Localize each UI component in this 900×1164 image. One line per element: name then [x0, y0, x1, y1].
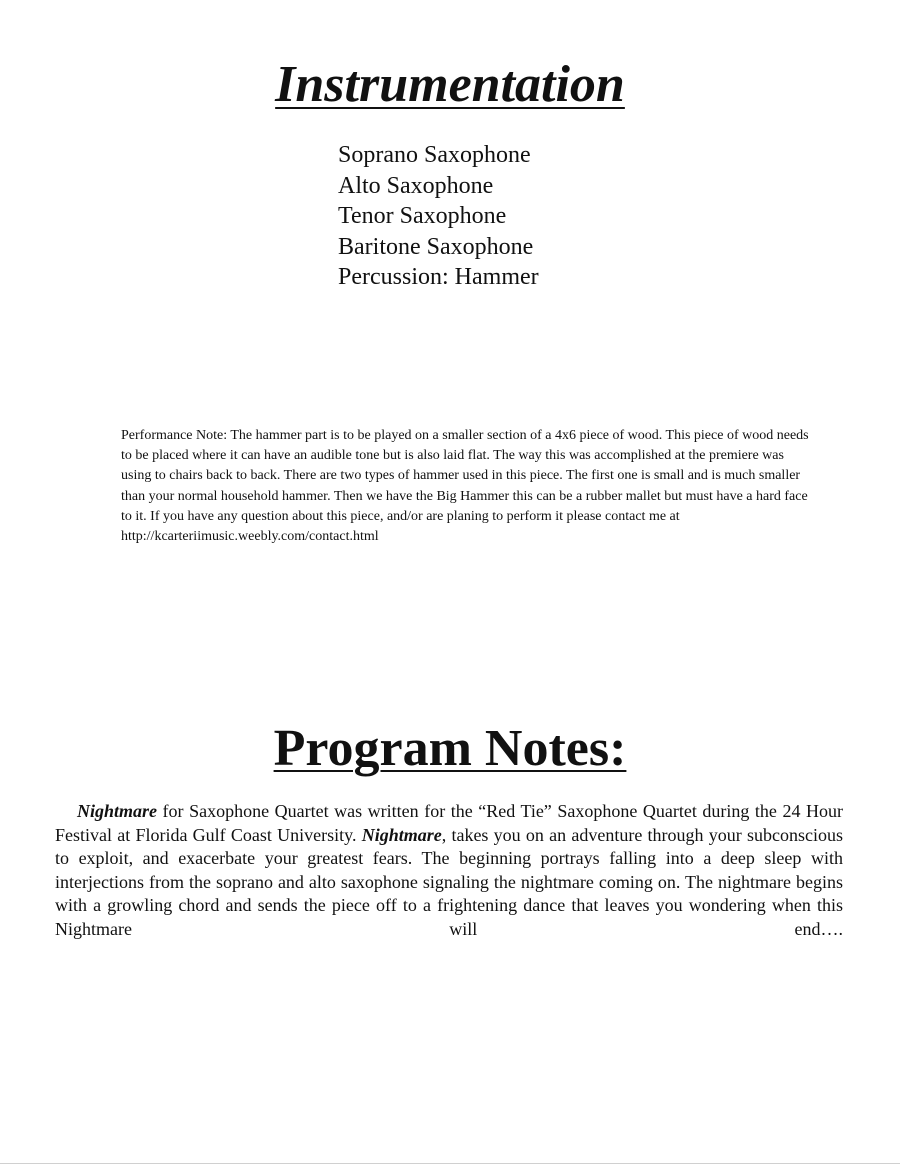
- program-notes-text: , takes you on an adventure through your subconscious to exploit, and exacerbate your greatest fears. The beginning portrays falling into a deep sleep with interjections from the soprano and alto saxophone signaling the nightmare coming on. The nightmare begins with a growling chord and sends the piece off to a frightening dance that leaves you wondering when this Nightmare will end….: [55, 824, 843, 939]
- piece-title: Nightmare: [361, 824, 442, 845]
- piece-title: Nightmare: [77, 801, 158, 821]
- instrument-item: Percussion: Hammer: [338, 264, 539, 290]
- performance-note: Performance Note: The hammer part is to be played on a smaller section of a 4x6 piece of wood. This piece of wood needs to be placed where it can have an audible tone but is also laid flat. The way this was accomplished at the premiere was using to chairs back to back. There are two types of hammer used in this piece. The first one is small and is much smaller than your normal household hammer. Then we have the Big Hammer this can be a rubber mallet but must have a hard face to it. If you have any question about this piece, and/or are planing to perform it please contact me at http://kcarteriimusic.weebly.com/contact.html: [121, 428, 809, 545]
- instrument-item: Tenor Saxophone: [338, 203, 507, 229]
- instrumentation-title: Instrumentation: [275, 56, 625, 113]
- program-notes-title: Program Notes:: [273, 720, 627, 777]
- instrument-item: Alto Saxophone: [338, 172, 494, 199]
- program-notes-paragraph: [55, 800, 843, 942]
- instrument-item: Baritone Saxophone: [338, 233, 534, 260]
- program-notes-text: for Saxophone Quartet was written for the “Red Tie” Saxophone Quartet during the 24 Hour Festival at Florida Gulf Coast University.: [55, 801, 843, 845]
- instrument-list: [338, 140, 539, 293]
- instrument-item: Soprano Saxophone: [338, 142, 531, 168]
